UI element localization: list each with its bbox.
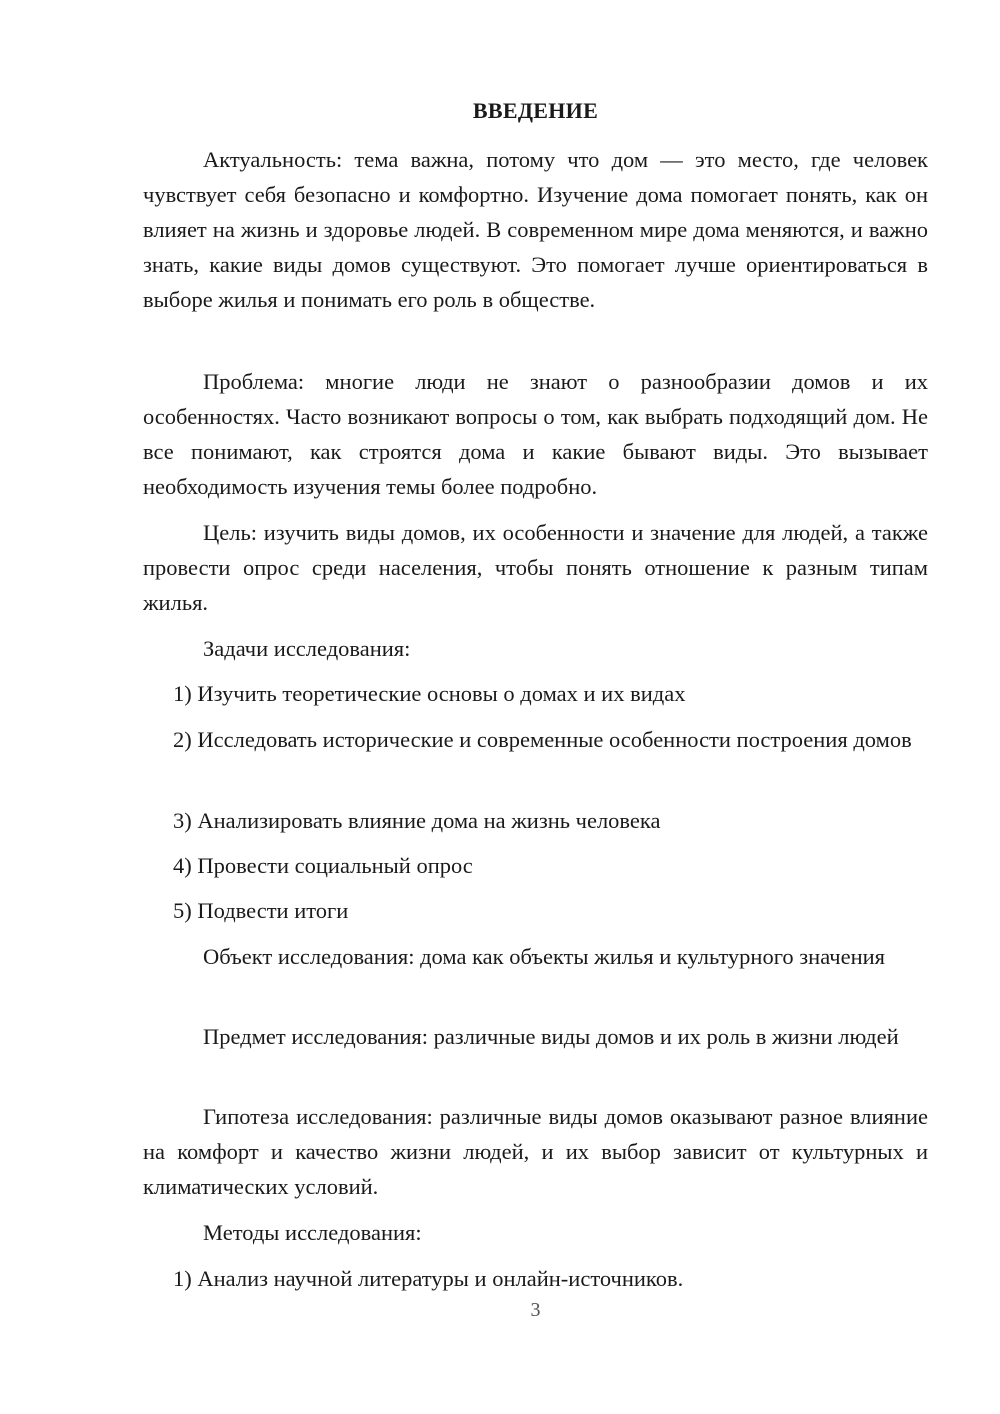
paragraph-hypothesis: Гипотеза исследования: различные виды домов оказывают разное влияние на комфорт и качество жизни людей, и их выбор зависит от культурных и климатических условий.: [143, 1104, 928, 1199]
task-item-4: 4) Провести социальный опрос: [173, 853, 473, 878]
paragraph-subject: Предмет исследования: различные виды домов и их роль в жизни людей: [203, 1024, 899, 1049]
paragraph-problem: Проблема: многие люди не знают о разнообразии домов и их особенностях. Часто возникают вопросы о том, как выбрать подходящий дом. Не все понимают, как строятся дома и какие бывают виды. Это вызывает необходимость изучения темы более подробно.: [143, 369, 928, 499]
tasks-title: Задачи исследования:: [203, 636, 411, 661]
task-item-1: 1) Изучить теоретические основы о домах и их видах: [173, 681, 686, 706]
methods-title: Методы исследования:: [203, 1220, 422, 1245]
task-item-2: 2) Исследовать исторические и современные особенности построения домов: [173, 727, 912, 752]
paragraph-relevance: Актуальность: тема важна, потому что дом — это место, где человек чувствует себя безопасно и комфортно. Изучение дома помогает понять, как он влияет на жизнь и здоровье людей. В современном мире дома меняются, и важно знать, какие виды домов существуют. Это помогает лучше ориентироваться в выборе жилья и понимать его роль в обществе.: [143, 147, 928, 312]
page-number: 3: [530, 1299, 541, 1321]
section-heading: ВВЕДЕНИЕ: [472, 98, 599, 123]
paragraph-goal: Цель: изучить виды домов, их особенности и значение для людей, а также провести опрос среди населения, чтобы понять отношение к разным типам жилья.: [143, 520, 928, 615]
method-item-1: 1) Анализ научной литературы и онлайн-источников.: [173, 1266, 684, 1291]
task-item-5: 5) Подвести итоги: [173, 898, 349, 923]
document-page: [143, 0, 928, 1414]
task-item-3: 3) Анализировать влияние дома на жизнь человека: [173, 808, 661, 833]
paragraph-object: Объект исследования: дома как объекты жилья и культурного значения: [203, 944, 886, 969]
